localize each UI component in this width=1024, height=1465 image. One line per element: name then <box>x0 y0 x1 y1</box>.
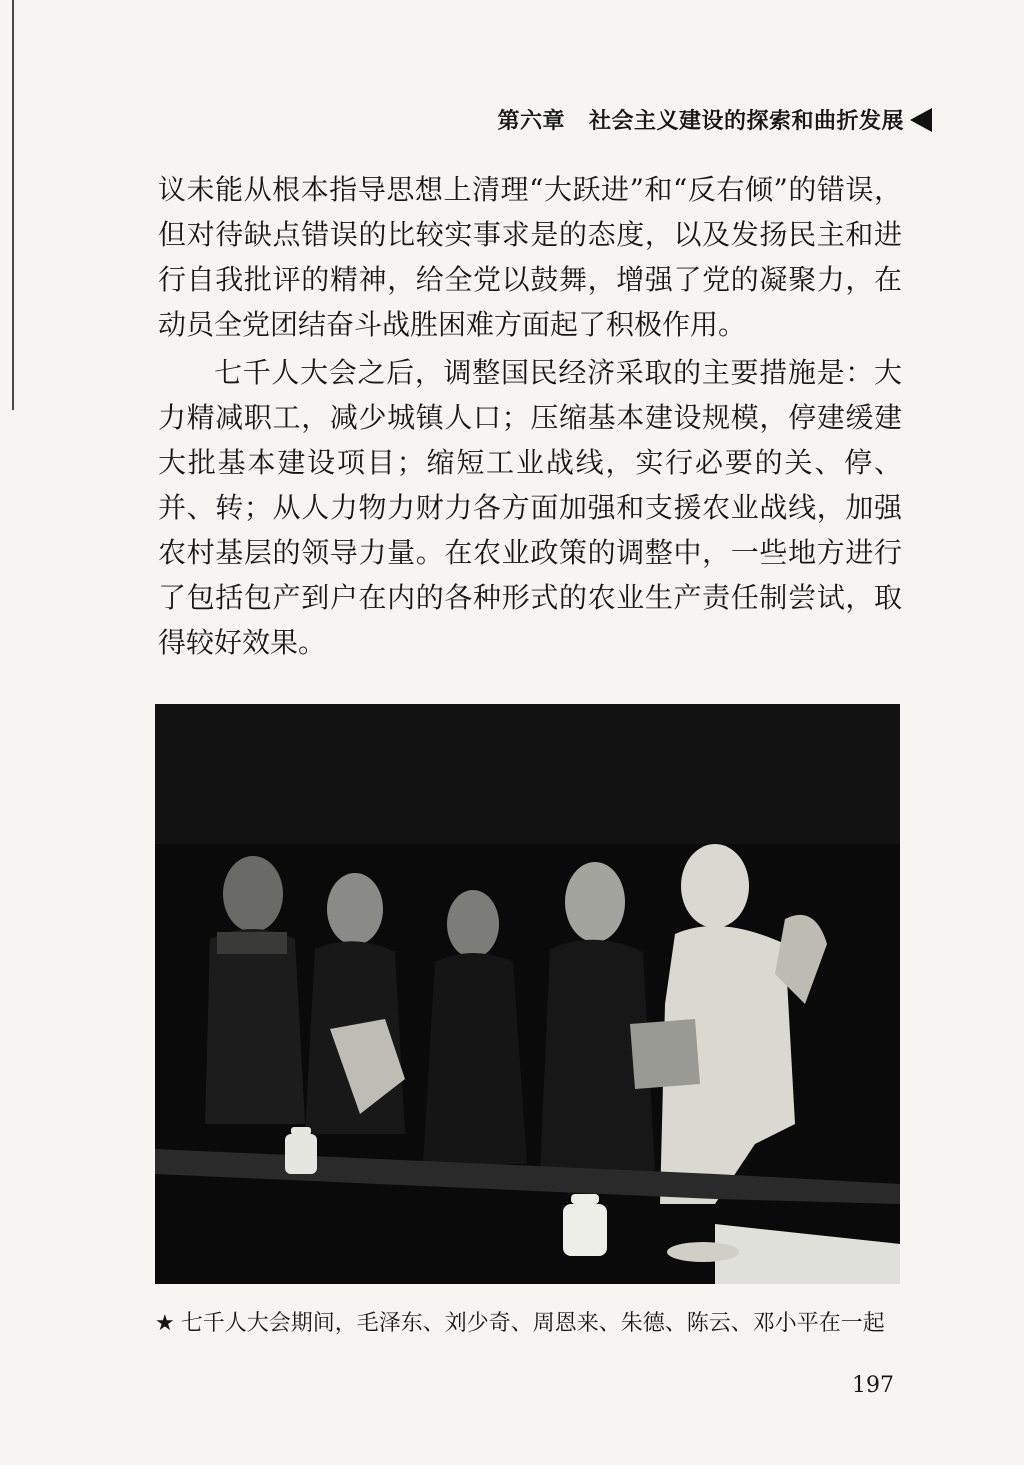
body-text <box>158 167 902 665</box>
chapter-number: 第六章 <box>497 109 565 134</box>
historical-photo <box>155 704 900 1284</box>
running-header <box>497 104 932 135</box>
page-number: 197 <box>852 1373 894 1398</box>
paragraph-1: 议未能从根本指导思想上清理“大跃进”和“反右倾”的错误，但对待缺点错误的比较实事求是的态度，以及发扬民主和进行自我批评的精神，给全党以鼓舞，增强了党的凝聚力，在动员全党团结奋斗战胜困难方面起了积极作用。 <box>158 173 902 341</box>
caption-text: 七千人大会期间，毛泽东、刘少奇、周恩来、朱德、陈云、邓小平在一起 <box>180 1311 885 1336</box>
star-icon: ★ <box>155 1311 175 1336</box>
photo-caption <box>155 1306 900 1337</box>
paragraph-2: 七千人大会之后，调整国民经济采取的主要措施是：大力精减职工，减少城镇人口；压缩基本建设规模，停建缓建大批基本建设项目；缩短工业战线，实行必要的关、停、并、转；从人力物力财力各方面加强和支援农业战线，加强农村基层的领导力量。在农业政策的调整中，一些地方进行了包括包产到户在内的各种形式的农业生产责任制尝试，取得较好效果。 <box>158 356 902 659</box>
left-triangle-icon <box>910 108 932 132</box>
chapter-title: 社会主义建设的探索和曲折发展 <box>588 109 904 134</box>
page-margin-line <box>12 0 14 410</box>
